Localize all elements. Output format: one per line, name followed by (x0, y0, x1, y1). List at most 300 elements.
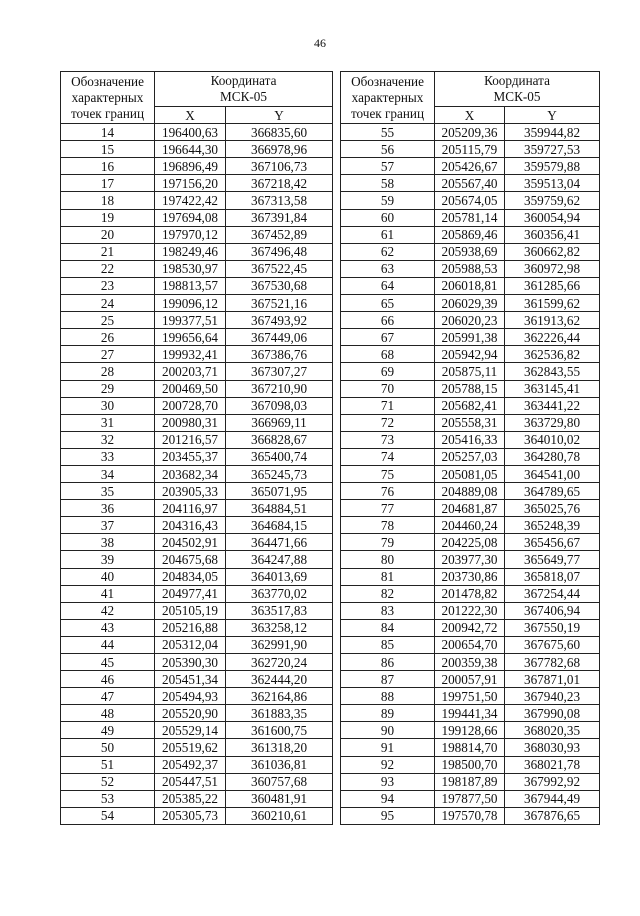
coord-x: 205788,15 (435, 380, 505, 397)
coord-x: 205942,94 (435, 346, 505, 363)
coord-y: 367530,68 (226, 277, 333, 294)
coord-y: 367521,16 (226, 295, 333, 312)
coord-y: 365248,39 (505, 517, 600, 534)
coord-x: 205451,34 (155, 671, 226, 688)
table-row (341, 619, 600, 636)
table-row (61, 363, 333, 380)
table-row (61, 671, 333, 688)
table-row (341, 602, 600, 619)
header-designation-line: точек границ (70, 105, 145, 121)
point-number: 50 (61, 739, 155, 756)
coord-y: 367391,84 (226, 209, 333, 226)
point-number: 48 (61, 705, 155, 722)
coord-x: 198249,46 (155, 243, 226, 260)
coord-x: 205312,04 (155, 636, 226, 653)
point-number: 65 (341, 295, 435, 312)
table-row (341, 773, 600, 790)
coord-x: 206029,39 (435, 295, 505, 312)
table-row (61, 534, 333, 551)
point-number: 93 (341, 773, 435, 790)
table-row (61, 431, 333, 448)
coord-x: 201222,30 (435, 602, 505, 619)
coord-x: 196644,30 (155, 141, 226, 158)
table-row (341, 175, 600, 192)
table-row (341, 551, 600, 568)
table-row (61, 380, 333, 397)
point-number: 44 (61, 636, 155, 653)
point-number: 79 (341, 534, 435, 551)
table-row (341, 483, 600, 500)
coord-y: 360757,68 (226, 773, 333, 790)
coord-x: 200203,71 (155, 363, 226, 380)
point-number: 36 (61, 500, 155, 517)
table-row (341, 585, 600, 602)
point-number: 35 (61, 483, 155, 500)
coord-y: 362843,55 (505, 363, 600, 380)
table-body-right (341, 124, 600, 825)
coord-y: 366835,60 (226, 124, 333, 141)
table-row (61, 602, 333, 619)
coord-y: 362536,82 (505, 346, 600, 363)
coord-y: 363517,83 (226, 602, 333, 619)
header-coordinate-line: Координата (210, 73, 277, 88)
table-row (341, 790, 600, 807)
point-number: 91 (341, 739, 435, 756)
coord-x: 204977,41 (155, 585, 226, 602)
table-row (61, 739, 333, 756)
table-row (61, 500, 333, 517)
table-row (61, 226, 333, 243)
point-number: 23 (61, 277, 155, 294)
header-designation-line: Обозначение (71, 73, 144, 89)
coord-y: 367496,48 (226, 243, 333, 260)
coord-x: 204225,08 (435, 534, 505, 551)
coord-y: 367990,08 (505, 705, 600, 722)
coord-y: 365649,77 (505, 551, 600, 568)
point-number: 42 (61, 602, 155, 619)
point-number: 45 (61, 654, 155, 671)
point-number: 72 (341, 414, 435, 431)
point-number: 25 (61, 312, 155, 329)
coord-y: 365071,95 (226, 483, 333, 500)
coord-y: 364280,78 (505, 448, 600, 465)
table-row (341, 722, 600, 739)
coord-x: 204681,87 (435, 500, 505, 517)
header-designation-line: характерных (351, 89, 424, 105)
point-number: 39 (61, 551, 155, 568)
point-number: 20 (61, 226, 155, 243)
point-number: 63 (341, 260, 435, 277)
coord-x: 205209,36 (435, 124, 505, 141)
table-row (61, 551, 333, 568)
point-number: 80 (341, 551, 435, 568)
coord-x: 200654,70 (435, 636, 505, 653)
page-number: 46 (314, 36, 326, 50)
point-number: 49 (61, 722, 155, 739)
point-number: 66 (341, 312, 435, 329)
table-row (61, 175, 333, 192)
coord-y: 368030,93 (505, 739, 600, 756)
coord-x: 200359,38 (435, 654, 505, 671)
coord-y: 367254,44 (505, 585, 600, 602)
point-number: 34 (61, 465, 155, 482)
coord-y: 362444,20 (226, 671, 333, 688)
point-number: 43 (61, 619, 155, 636)
coord-x: 203682,34 (155, 465, 226, 482)
coord-y: 362226,44 (505, 329, 600, 346)
point-number: 76 (341, 483, 435, 500)
coord-x: 200942,72 (435, 619, 505, 636)
coord-x: 205781,14 (435, 209, 505, 226)
table-row (61, 448, 333, 465)
coord-x: 205492,37 (155, 756, 226, 773)
point-number: 90 (341, 722, 435, 739)
coord-y: 362164,86 (226, 688, 333, 705)
coord-x: 196400,63 (155, 124, 226, 141)
table-row (341, 243, 600, 260)
coord-y: 361036,81 (226, 756, 333, 773)
coord-x: 205519,62 (155, 739, 226, 756)
point-number: 77 (341, 500, 435, 517)
header-coordinate-line: МСК-05 (493, 89, 541, 104)
coord-y: 367386,76 (226, 346, 333, 363)
table-row (341, 346, 600, 363)
coord-y: 367307,27 (226, 363, 333, 380)
coordinates-table-right (340, 71, 600, 825)
header-coordinate (435, 72, 600, 107)
table-row (341, 192, 600, 209)
coord-x: 204502,91 (155, 534, 226, 551)
table-row (61, 414, 333, 431)
coord-y: 367675,60 (505, 636, 600, 653)
table-row (61, 312, 333, 329)
coord-x: 198187,89 (435, 773, 505, 790)
header-y: Y (505, 107, 600, 124)
coord-x: 205682,41 (435, 397, 505, 414)
point-number: 85 (341, 636, 435, 653)
coord-x: 206020,23 (435, 312, 505, 329)
coord-y: 362720,24 (226, 654, 333, 671)
table-row (61, 158, 333, 175)
table-row (341, 363, 600, 380)
point-number: 88 (341, 688, 435, 705)
coord-x: 197970,12 (155, 226, 226, 243)
point-number: 74 (341, 448, 435, 465)
coord-y: 367106,73 (226, 158, 333, 175)
coord-x: 205529,14 (155, 722, 226, 739)
table-row (341, 141, 600, 158)
table-row (341, 431, 600, 448)
coord-x: 199751,50 (435, 688, 505, 705)
coord-y: 367313,58 (226, 192, 333, 209)
coord-x: 205875,11 (435, 363, 505, 380)
table-row (341, 636, 600, 653)
point-number: 73 (341, 431, 435, 448)
coord-x: 198814,70 (435, 739, 505, 756)
coord-y: 361318,20 (226, 739, 333, 756)
table-row (61, 654, 333, 671)
point-number: 92 (341, 756, 435, 773)
coord-y: 361883,35 (226, 705, 333, 722)
point-number: 17 (61, 175, 155, 192)
point-number: 14 (61, 124, 155, 141)
coord-x: 197694,08 (155, 209, 226, 226)
coord-y: 367522,45 (226, 260, 333, 277)
table-row (341, 756, 600, 773)
coord-x: 205869,46 (435, 226, 505, 243)
coord-x: 205257,03 (435, 448, 505, 465)
coord-y: 364471,66 (226, 534, 333, 551)
header-designation-line: точек границ (350, 105, 425, 121)
header-y: Y (226, 107, 333, 124)
point-number: 32 (61, 431, 155, 448)
point-number: 46 (61, 671, 155, 688)
point-number: 38 (61, 534, 155, 551)
coord-x: 200469,50 (155, 380, 226, 397)
coord-y: 364010,02 (505, 431, 600, 448)
header-designation-line: Обозначение (351, 73, 424, 89)
coord-x: 197156,20 (155, 175, 226, 192)
coord-x: 203730,86 (435, 568, 505, 585)
coord-x: 205447,51 (155, 773, 226, 790)
coord-y: 365400,74 (226, 448, 333, 465)
coord-x: 205991,38 (435, 329, 505, 346)
coord-y: 367782,68 (505, 654, 600, 671)
coord-y: 364789,65 (505, 483, 600, 500)
coord-x: 205520,90 (155, 705, 226, 722)
point-number: 29 (61, 380, 155, 397)
table-row (341, 654, 600, 671)
point-number: 53 (61, 790, 155, 807)
coord-x: 200057,91 (435, 671, 505, 688)
point-number: 58 (341, 175, 435, 192)
table-body-left (61, 124, 333, 825)
coord-y: 366969,11 (226, 414, 333, 431)
coord-y: 360210,61 (226, 807, 333, 824)
table-row (61, 807, 333, 824)
point-number: 30 (61, 397, 155, 414)
point-number: 54 (61, 807, 155, 824)
coord-y: 359727,53 (505, 141, 600, 158)
point-number: 84 (341, 619, 435, 636)
coord-x: 196896,49 (155, 158, 226, 175)
point-number: 71 (341, 397, 435, 414)
table-row (341, 517, 600, 534)
point-number: 68 (341, 346, 435, 363)
point-number: 15 (61, 141, 155, 158)
coord-x: 205305,73 (155, 807, 226, 824)
table-row (61, 636, 333, 653)
coord-y: 361600,75 (226, 722, 333, 739)
point-number: 21 (61, 243, 155, 260)
coord-y: 361913,62 (505, 312, 600, 329)
coord-x: 205674,05 (435, 192, 505, 209)
coord-y: 367944,49 (505, 790, 600, 807)
point-number: 81 (341, 568, 435, 585)
point-number: 28 (61, 363, 155, 380)
coord-y: 361285,66 (505, 277, 600, 294)
point-number: 56 (341, 141, 435, 158)
table-row (341, 124, 600, 141)
coord-x: 197422,42 (155, 192, 226, 209)
coordinates-table-left (60, 71, 333, 825)
coord-x: 205558,31 (435, 414, 505, 431)
table-row (341, 688, 600, 705)
table-row (61, 295, 333, 312)
coord-x: 201216,57 (155, 431, 226, 448)
table-row (61, 260, 333, 277)
coord-y: 360481,91 (226, 790, 333, 807)
table-row (341, 448, 600, 465)
point-number: 62 (341, 243, 435, 260)
coord-y: 365818,07 (505, 568, 600, 585)
table-row (61, 517, 333, 534)
header-coordinate-line: Координата (484, 73, 550, 88)
point-number: 94 (341, 790, 435, 807)
coord-y: 367218,42 (226, 175, 333, 192)
table-row (341, 500, 600, 517)
point-number: 87 (341, 671, 435, 688)
coord-y: 360662,82 (505, 243, 600, 260)
point-number: 95 (341, 807, 435, 824)
header-designation (61, 72, 155, 124)
table-row (61, 756, 333, 773)
point-number: 67 (341, 329, 435, 346)
point-number: 24 (61, 295, 155, 312)
table-row (341, 568, 600, 585)
coord-y: 367406,94 (505, 602, 600, 619)
point-number: 51 (61, 756, 155, 773)
table-row (61, 790, 333, 807)
table-row (341, 739, 600, 756)
coord-x: 205385,22 (155, 790, 226, 807)
coord-x: 204675,68 (155, 551, 226, 568)
coord-x: 205567,40 (435, 175, 505, 192)
coord-x: 199096,12 (155, 295, 226, 312)
coord-y: 367550,19 (505, 619, 600, 636)
coord-x: 197877,50 (435, 790, 505, 807)
coord-y: 364013,69 (226, 568, 333, 585)
table-row (341, 705, 600, 722)
coord-y: 363729,80 (505, 414, 600, 431)
coord-y: 360054,94 (505, 209, 600, 226)
coord-y: 367452,89 (226, 226, 333, 243)
table-row (61, 141, 333, 158)
point-number: 83 (341, 602, 435, 619)
coord-x: 206018,81 (435, 277, 505, 294)
coord-y: 364541,00 (505, 465, 600, 482)
point-number: 60 (341, 209, 435, 226)
point-number: 82 (341, 585, 435, 602)
coord-y: 365025,76 (505, 500, 600, 517)
table-row (61, 483, 333, 500)
coord-x: 205416,33 (435, 431, 505, 448)
coord-y: 364884,51 (226, 500, 333, 517)
coord-x: 204116,97 (155, 500, 226, 517)
point-number: 61 (341, 226, 435, 243)
coord-y: 359579,88 (505, 158, 600, 175)
header-designation (341, 72, 435, 124)
coord-x: 204316,43 (155, 517, 226, 534)
header-x: X (435, 107, 505, 124)
point-number: 70 (341, 380, 435, 397)
point-number: 89 (341, 705, 435, 722)
table-row (341, 397, 600, 414)
coord-y: 363770,02 (226, 585, 333, 602)
coord-y: 359944,82 (505, 124, 600, 141)
coord-y: 367098,03 (226, 397, 333, 414)
coord-y: 366828,67 (226, 431, 333, 448)
point-number: 55 (341, 124, 435, 141)
point-number: 31 (61, 414, 155, 431)
coord-x: 199656,64 (155, 329, 226, 346)
table-row (61, 722, 333, 739)
table-row (61, 397, 333, 414)
coord-y: 363145,41 (505, 380, 600, 397)
coord-x: 205938,69 (435, 243, 505, 260)
coord-x: 197570,78 (435, 807, 505, 824)
coord-y: 367493,92 (226, 312, 333, 329)
coord-x: 204889,08 (435, 483, 505, 500)
coord-x: 200980,31 (155, 414, 226, 431)
table-row (341, 414, 600, 431)
coord-x: 205494,93 (155, 688, 226, 705)
point-number: 40 (61, 568, 155, 585)
table-row (61, 585, 333, 602)
coord-x: 201478,82 (435, 585, 505, 602)
coord-x: 205115,79 (435, 141, 505, 158)
coord-y: 367449,06 (226, 329, 333, 346)
table-row (61, 277, 333, 294)
table-row (61, 192, 333, 209)
table-row (341, 158, 600, 175)
point-number: 33 (61, 448, 155, 465)
header-x: X (155, 107, 226, 124)
header-coordinate-line: МСК-05 (220, 89, 267, 104)
point-number: 37 (61, 517, 155, 534)
table-row (61, 619, 333, 636)
table-row (341, 329, 600, 346)
coord-y: 365456,67 (505, 534, 600, 551)
table-row (61, 705, 333, 722)
header-coordinate (155, 72, 333, 107)
point-number: 22 (61, 260, 155, 277)
coord-x: 205105,19 (155, 602, 226, 619)
point-number: 47 (61, 688, 155, 705)
table-row (61, 773, 333, 790)
coord-x: 203977,30 (435, 551, 505, 568)
table-row (61, 209, 333, 226)
coord-y: 367876,65 (505, 807, 600, 824)
coord-y: 364684,15 (226, 517, 333, 534)
coord-y: 360356,41 (505, 226, 600, 243)
coord-y: 363258,12 (226, 619, 333, 636)
table-row (341, 380, 600, 397)
table-row (61, 124, 333, 141)
coord-x: 199377,51 (155, 312, 226, 329)
coord-x: 205390,30 (155, 654, 226, 671)
coord-x: 198530,97 (155, 260, 226, 277)
header-designation-line: характерных (71, 89, 144, 105)
table-row (61, 346, 333, 363)
table-row (341, 226, 600, 243)
table-row (341, 295, 600, 312)
point-number: 75 (341, 465, 435, 482)
coord-x: 200728,70 (155, 397, 226, 414)
coord-y: 359513,04 (505, 175, 600, 192)
point-number: 64 (341, 277, 435, 294)
table-row (61, 688, 333, 705)
